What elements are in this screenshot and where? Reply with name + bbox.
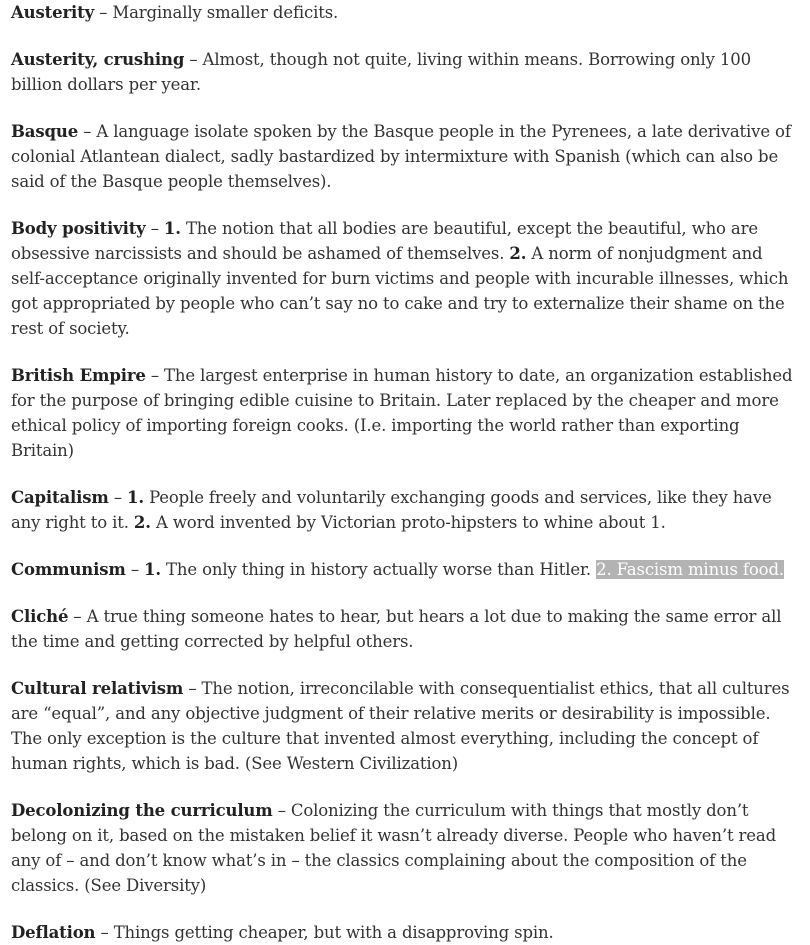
- definition-number: 1.: [144, 560, 161, 579]
- definition-text: The notion that all bodies are beautiful, except the beautiful, who are obsessive narcissists and should be ashamed of themselves.: [11, 219, 758, 263]
- glossary-term: Cultural relativism: [11, 679, 184, 698]
- glossary-term: Communism: [11, 560, 126, 579]
- definition-text: – A language isolate spoken by the Basque people in the Pyrenees, a late derivative of colonial Atlantean dialect, sadly bastardized by intermixture with Spanish (which can also be said of the Basque people themselves).: [11, 122, 791, 191]
- definition-text: – A true thing someone hates to hear, but hears a lot due to making the same error all the time and getting corrected by helpful others.: [11, 607, 782, 651]
- glossary-term: Cliché: [11, 607, 69, 626]
- glossary-entry: [11, 798, 800, 898]
- definition-number: 1.: [127, 488, 144, 507]
- definition-text: – The largest enterprise in human history to date, an organization established for the purpose of bringing edible cuisine to Britain. Later replaced by the cheaper and more ethical policy of importing foreign cooks. (I.e. importing the world rather than exporting Britain): [11, 366, 793, 460]
- definition-text: – Almost, though not quite, living within means. Borrowing only 100 billion dollars per year.: [11, 50, 751, 94]
- definition-text: –: [108, 488, 128, 507]
- glossary-entry: [11, 119, 800, 194]
- glossary-term: Austerity, crushing: [11, 50, 185, 69]
- glossary-term: Austerity: [11, 3, 95, 22]
- definition-text: A word invented by Victorian proto-hipsters to whine about 1.: [150, 513, 666, 532]
- glossary-entry: [11, 557, 800, 582]
- definition-number: 2.: [133, 513, 151, 532]
- definition-text: – The notion, irreconcilable with consequentialist ethics, that all cultures are “equal”, and any objective judgment of their relative merits or desirability is impossible. The only exception is the culture that invented almost everything, including the concept of human rights, which is bad. (See Western Civilization): [11, 679, 790, 773]
- glossary-term: British Empire: [11, 366, 146, 385]
- selected-text-highlight: 2. Fascism minus food.: [596, 560, 784, 579]
- glossary-entry: [11, 216, 800, 341]
- definition-text: The only thing in history actually worse than Hitler.: [160, 560, 597, 579]
- glossary-term: Body positivity: [11, 219, 146, 238]
- glossary-term: Decolonizing the curriculum: [11, 801, 273, 820]
- glossary-list: [11, 0, 800, 945]
- definition-text: A norm of nonjudgment and self-acceptance originally invented for burn victims and people with incurable illnesses, which got appropriated by people who can’t say no to cake and try to externalize their shame on the rest of society.: [11, 244, 789, 338]
- definition-text: –: [145, 219, 164, 238]
- glossary-entry: [11, 47, 800, 97]
- definition-text: – Colonizing the curriculum with things that mostly don’t belong on it, based on the mistaken belief it wasn’t already diverse. People who haven’t read any of – and don’t know what’s in – the classics complaining about the composition of the classics. (See Diversity): [11, 801, 777, 895]
- definition-text: People freely and voluntarily exchanging goods and services, like they have any right to it.: [11, 488, 772, 532]
- glossary-entry: [11, 920, 800, 945]
- glossary-term: Capitalism: [11, 488, 109, 507]
- definition-number: 1.: [163, 219, 181, 238]
- glossary-entry: [11, 0, 800, 25]
- glossary-entry: [11, 485, 800, 535]
- definition-number: 2.: [509, 244, 527, 263]
- definition-text: – Things getting cheaper, but with a disapproving spin.: [95, 923, 554, 942]
- glossary-entry: [11, 676, 800, 776]
- glossary-term: Deflation: [11, 923, 96, 942]
- glossary-entry: [11, 604, 800, 654]
- definition-text: – Marginally smaller deficits.: [94, 3, 339, 22]
- glossary-term: Basque: [11, 122, 79, 141]
- definition-text: –: [125, 560, 145, 579]
- glossary-entry: [11, 363, 800, 463]
